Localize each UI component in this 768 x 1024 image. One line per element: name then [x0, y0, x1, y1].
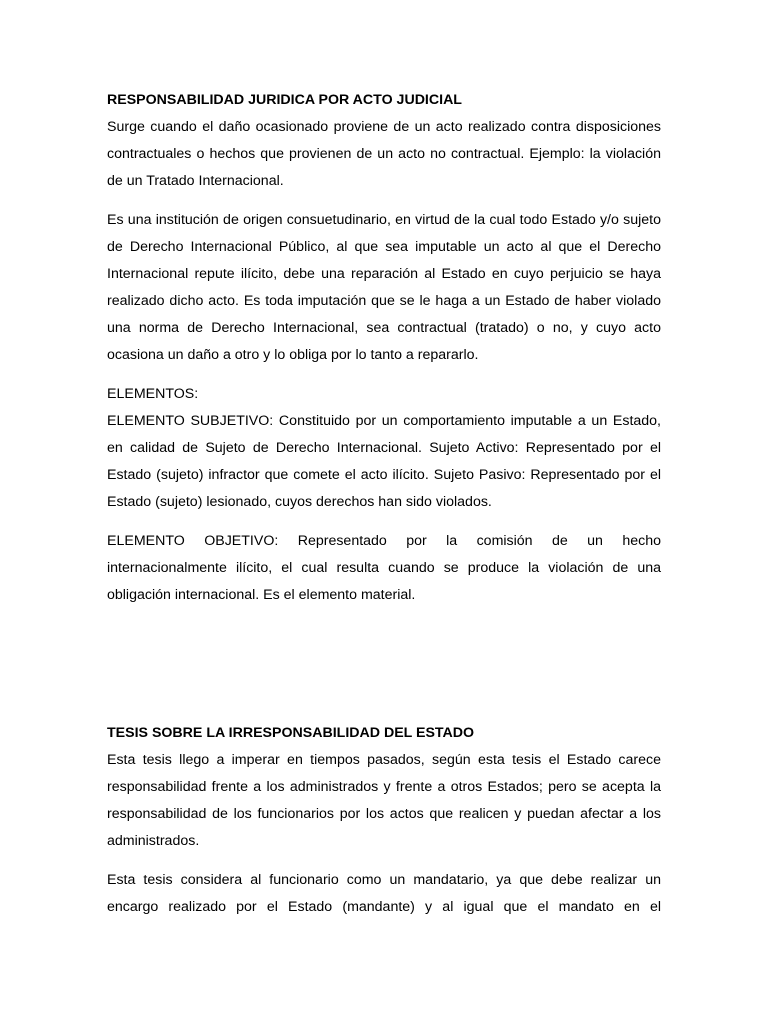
section-tesis — [107, 720, 661, 921]
paragraph: Surge cuando el daño ocasionado proviene de un acto realizado contra disposiciones contractuales o hechos que provienen de un acto no contractual. Ejemplo: la violación de un Tratado Internacional. — [107, 119, 661, 189]
paragraph: Esta tesis llego a imperar en tiempos pasados, según esta tesis el Estado carece responsabilidad frente a los administrados y frente a otros Estados; pero se acepta la responsabilidad de los funcionarios por los actos que realicen y puedan afectar a los administrados. — [107, 752, 661, 849]
section-title: RESPONSABILIDAD JURIDICA POR ACTO JUDICIAL — [107, 92, 462, 108]
section-title: TESIS SOBRE LA IRRESPONSABILIDAD DEL ESTADO — [107, 725, 475, 741]
elements-label: ELEMENTOS: — [107, 386, 199, 402]
paragraph: Esta tesis considera al funcionario como un mandatario, ya que debe realizar un encargo realizado por el Estado (mandante) y al igual que el mandato en el — [107, 872, 661, 915]
paragraph: ELEMENTO SUBJETIVO: Constituido por un comportamiento imputable a un Estado, en calidad de Sujeto de Derecho Internacional. Sujeto Activo: Representado por el Estado (sujeto) infractor que comete el acto ilícito. Sujeto Pasivo: Representado por el Estado (sujeto) lesionado, cuyos derechos han sido violados. — [107, 413, 661, 510]
section-responsabilidad — [107, 87, 661, 609]
paragraph: Es una institución de origen consuetudinario, en virtud de la cual todo Estado y/o sujeto de Derecho Internacional Público, al que sea imputable un acto al que el Derecho Internacional repute ilícito, debe una reparación al Estado en cuyo perjuicio se haya realizado dicho acto. Es toda imputación que se le haga a un Estado de haber violado una norma de Derecho Internacional, sea contractual (tratado) o no, y cuyo acto ocasiona un daño a otro y lo obliga por lo tanto a repararlo. — [107, 212, 661, 363]
paragraph: ELEMENTO OBJETIVO: Representado por la comisión de un hecho internacionalmente ilícito, el cual resulta cuando se produce la violación de una obligación internacional. Es el elemento material. — [107, 533, 661, 603]
